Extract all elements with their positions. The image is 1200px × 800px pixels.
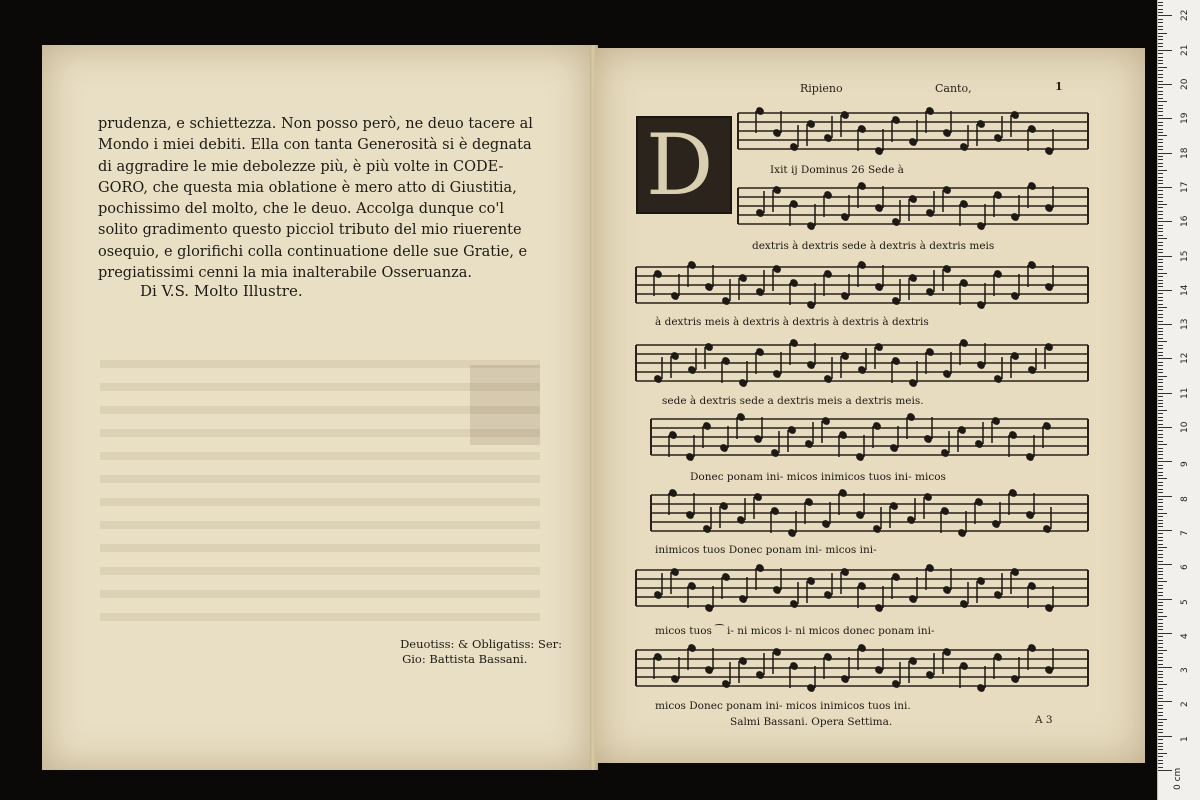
lyric-line: à dextris meis à dextris à dextris à dextris à dextris	[655, 316, 929, 328]
ruler-label: 19	[1180, 112, 1190, 125]
ruler-tick	[1158, 660, 1163, 661]
ruler-tick	[1158, 22, 1163, 23]
voice-label: Canto,	[935, 82, 972, 95]
ruler-tick	[1158, 698, 1163, 699]
ruler-label: 17	[1180, 181, 1190, 193]
ruler-tick	[1158, 581, 1167, 582]
letter-line: Mondo i miei debiti. Ella con tanta Generosità si è degnata	[98, 137, 532, 154]
ruler-tick	[1158, 111, 1163, 112]
ruler-tick	[1158, 434, 1163, 435]
ruler-tick	[1158, 458, 1163, 459]
ruler-tick	[1158, 115, 1163, 116]
ruler-label: 5	[1180, 598, 1190, 605]
staff	[636, 562, 1088, 613]
ruler-tick	[1158, 461, 1172, 462]
ruler-tick	[1158, 379, 1163, 380]
ruler-tick	[1158, 159, 1163, 160]
ruler-tick	[1158, 252, 1163, 253]
ruler-label: 22	[1180, 9, 1190, 22]
ruler-tick	[1158, 266, 1163, 267]
ruler-tick	[1158, 328, 1163, 329]
ruler-tick	[1158, 732, 1163, 733]
ruler-tick	[1158, 719, 1167, 720]
ruler-tick	[1158, 225, 1163, 226]
ruler-tick	[1158, 358, 1172, 359]
ruler-tick	[1158, 400, 1163, 401]
ruler-tick	[1158, 365, 1163, 366]
ruler-tick	[1158, 396, 1163, 397]
ruler-label: 9	[1180, 461, 1190, 468]
ruler-tick	[1158, 142, 1163, 143]
ruler-tick	[1158, 478, 1167, 479]
ruler-tick	[1158, 513, 1167, 514]
staff	[738, 105, 1088, 156]
ruler-tick	[1158, 238, 1167, 239]
ruler-label: 2	[1180, 701, 1190, 708]
ruler-tick	[1158, 406, 1163, 407]
ruler-tick	[1158, 667, 1172, 668]
ruler-tick	[1158, 760, 1163, 761]
ruler-tick	[1158, 605, 1163, 606]
ruler-tick	[1158, 756, 1163, 757]
ruler-tick	[1158, 550, 1163, 551]
ruler-tick	[1158, 153, 1172, 154]
ruler-tick	[1158, 310, 1163, 311]
ruler-tick	[1158, 33, 1167, 34]
ruler-tick	[1158, 753, 1167, 754]
ruler-tick	[1158, 57, 1163, 58]
ruler-tick	[1158, 276, 1163, 277]
ruler-tick	[1158, 592, 1163, 593]
ruler-tick	[1158, 722, 1163, 723]
ruler-tick	[1158, 629, 1163, 630]
ruler-tick	[1158, 19, 1163, 20]
ruler-tick	[1158, 324, 1172, 325]
ruler-tick	[1158, 708, 1163, 709]
ruler-tick	[1158, 557, 1163, 558]
ruler-tick	[1158, 376, 1167, 377]
ruler-tick	[1158, 636, 1163, 637]
ruler-tick	[1158, 451, 1163, 452]
ruler-tick	[1158, 767, 1163, 768]
ruler-tick	[1158, 43, 1163, 44]
staff	[651, 411, 1088, 462]
ruler-tick	[1158, 475, 1163, 476]
ruler-tick	[1158, 492, 1163, 493]
staff	[636, 642, 1088, 693]
ruler-tick	[1158, 273, 1167, 274]
ruler-tick	[1158, 588, 1163, 589]
lyric-line: sede à dextris sede a dextris meis a dextris meis.	[662, 395, 924, 407]
ruler-tick	[1158, 304, 1163, 305]
letter-line: pregiatissimi cenni la mia inalterabile Osseruanza.	[98, 265, 472, 282]
ruler-tick	[1158, 410, 1167, 411]
ruler-tick	[1158, 643, 1163, 644]
ruler-tick	[1158, 207, 1163, 208]
ruler-tick	[1158, 695, 1163, 696]
ruler-tick	[1158, 67, 1167, 68]
ruler-tick	[1158, 612, 1163, 613]
ruler-tick	[1158, 640, 1163, 641]
ruler-tick	[1158, 70, 1163, 71]
ruler-tick	[1158, 166, 1163, 167]
ruler-tick	[1158, 118, 1172, 119]
ruler-tick	[1158, 122, 1163, 123]
ruler-tick	[1158, 448, 1163, 449]
ruler-tick	[1158, 194, 1163, 195]
ruler-tick	[1158, 653, 1163, 654]
ruler-tick	[1158, 523, 1163, 524]
ruler-tick	[1158, 259, 1163, 260]
ruler-tick	[1158, 441, 1163, 442]
ruler-label: 14	[1180, 284, 1190, 296]
ruler-tick	[1158, 293, 1163, 294]
ruler-tick	[1158, 547, 1167, 548]
ruler-tick	[1158, 537, 1163, 538]
ruler-tick	[1158, 149, 1163, 150]
ruler-tick	[1158, 520, 1163, 521]
ruler-tick	[1158, 228, 1163, 229]
ruler-tick	[1158, 317, 1163, 318]
ruler-tick	[1158, 568, 1163, 569]
ruler-tick	[1158, 609, 1163, 610]
ruler-tick	[1158, 77, 1163, 78]
ruler-tick	[1158, 53, 1163, 54]
ruler-tick	[1158, 674, 1163, 675]
ruler-tick	[1158, 146, 1163, 147]
ruler-label: 16	[1180, 215, 1190, 228]
ruler-tick	[1158, 430, 1163, 431]
ruler-tick	[1158, 170, 1167, 171]
ruler-tick	[1158, 362, 1163, 363]
ruler-tick	[1158, 763, 1163, 764]
ruler-tick	[1158, 530, 1172, 531]
ruler-tick	[1158, 63, 1163, 64]
ruler-tick	[1158, 129, 1163, 130]
staff	[651, 487, 1088, 538]
ruler-tick	[1158, 331, 1163, 332]
ruler-tick	[1158, 163, 1163, 164]
ruler-tick	[1158, 561, 1163, 562]
ruler-tick	[1158, 739, 1163, 740]
ruler-tick	[1158, 413, 1163, 414]
ruler-tick	[1158, 211, 1163, 212]
ruler-tick	[1158, 46, 1163, 47]
ruler-tick	[1158, 403, 1163, 404]
signature-line: Deuotiss: & Obligatiss: Ser:	[400, 637, 562, 651]
ruler-tick	[1158, 671, 1163, 672]
ruler-tick	[1158, 691, 1163, 692]
ruler-label: 7	[1180, 530, 1190, 536]
page-number: 1	[1055, 80, 1063, 93]
ruler-tick	[1158, 269, 1163, 270]
letter-line: di aggradire le mie debolezze più, è più volte in CODE-	[98, 158, 504, 175]
ruler-tick	[1158, 12, 1163, 13]
ruler-tick	[1158, 214, 1163, 215]
lyric-line: inimicos tuos Donec ponam ini- micos ini-	[655, 544, 877, 556]
ruler-tick	[1158, 108, 1163, 109]
measurement-ruler	[1157, 0, 1200, 800]
letter-line: solito gradimento questo picciol tributo del mio riuerente	[98, 222, 522, 239]
ruler-tick	[1158, 15, 1172, 16]
ruler-tick	[1158, 770, 1172, 771]
ruler-tick	[1158, 235, 1163, 236]
ruler-tick	[1158, 437, 1163, 438]
ruler-tick	[1158, 657, 1163, 658]
ruler-tick	[1158, 29, 1163, 30]
ruler-tick	[1158, 427, 1172, 428]
staff	[636, 259, 1088, 310]
letter-closing: Di V.S. Molto Illustre.	[140, 282, 303, 300]
ruler-tick	[1158, 101, 1167, 102]
staff	[636, 337, 1088, 388]
ruler-tick	[1158, 664, 1163, 665]
ruler-tick	[1158, 286, 1163, 287]
ruler-tick	[1158, 712, 1163, 713]
ruler-tick	[1158, 725, 1163, 726]
ruler-tick	[1158, 280, 1163, 281]
ruler-tick	[1158, 746, 1163, 747]
ruler-tick	[1158, 595, 1163, 596]
ruler-tick	[1158, 533, 1163, 534]
ruler-tick	[1158, 424, 1163, 425]
ruler-tick	[1158, 599, 1172, 600]
ruler-tick	[1158, 9, 1163, 10]
ruler-tick	[1158, 245, 1163, 246]
ruler-tick	[1158, 183, 1163, 184]
ruler-label: 13	[1180, 318, 1190, 331]
ruler-tick	[1158, 701, 1172, 702]
ruler-tick	[1158, 489, 1163, 490]
ruler-tick	[1158, 132, 1163, 133]
ruler-tick	[1158, 2, 1163, 3]
ruler-tick	[1158, 540, 1163, 541]
ruler-tick	[1158, 681, 1163, 682]
ruler-tick	[1158, 190, 1163, 191]
ruler-tick	[1158, 729, 1163, 730]
ruler-tick	[1158, 482, 1163, 483]
ruler-label: 20	[1180, 78, 1190, 90]
ruler-tick	[1158, 749, 1163, 750]
ruler-tick	[1158, 338, 1163, 339]
signature-line: Gio: Battista Bassani.	[402, 652, 528, 666]
ruler-label: 11	[1180, 387, 1190, 399]
ruler-tick	[1158, 173, 1163, 174]
ruler-tick	[1158, 602, 1163, 603]
ruler-tick	[1158, 382, 1163, 383]
ruler-tick	[1158, 26, 1163, 27]
ruler-tick	[1158, 564, 1172, 565]
part-label: Ripieno	[800, 82, 843, 95]
ruler-tick	[1158, 300, 1163, 301]
ruler-tick	[1158, 105, 1163, 106]
ruler-tick	[1158, 345, 1163, 346]
ruler-tick	[1158, 647, 1163, 648]
ruler-tick	[1158, 297, 1163, 298]
ruler-tick	[1158, 502, 1163, 503]
ruler-tick	[1158, 736, 1172, 737]
ruler-tick	[1158, 139, 1163, 140]
ruler-tick	[1158, 578, 1163, 579]
ruler-tick	[1158, 125, 1163, 126]
ruler-tick	[1158, 499, 1163, 500]
ruler-tick	[1158, 201, 1163, 202]
ruler-tick	[1158, 372, 1163, 373]
lyric-line: dextris à dextris sede à dextris à dextris meis	[752, 240, 995, 252]
staff	[738, 180, 1088, 231]
ruler-tick	[1158, 321, 1163, 322]
ruler-tick	[1158, 98, 1163, 99]
ruler-tick	[1158, 386, 1163, 387]
ruler-label: 4	[1180, 633, 1190, 639]
ruler-tick	[1158, 705, 1163, 706]
ruler-label: 10	[1180, 421, 1190, 433]
ruler-unit-label: 0 cm	[1173, 767, 1183, 790]
ruler-tick	[1158, 314, 1163, 315]
page-footer: Salmi Bassani. Opera Settima.	[730, 716, 893, 728]
ruler-tick	[1158, 623, 1163, 624]
lyric-line: micos Donec ponam ini- micos inimicos tuos ini.	[655, 700, 911, 712]
ruler-tick	[1158, 417, 1163, 418]
ruler-tick	[1158, 571, 1163, 572]
letter-line: osequio, e glorifichi colla continuatione delle sue Gratie, e	[98, 243, 528, 260]
ruler-label: 1	[1180, 735, 1190, 742]
ruler-tick	[1158, 509, 1163, 510]
ruler-tick	[1158, 177, 1163, 178]
lyric-line: Ixit ij Dominus 26 Sede à	[770, 164, 904, 176]
ruler-tick	[1158, 393, 1172, 394]
ruler-label: 21	[1180, 44, 1190, 56]
ruler-tick	[1158, 496, 1172, 497]
ruler-tick	[1158, 180, 1163, 181]
ruler-tick	[1158, 334, 1163, 335]
ruler-tick	[1158, 544, 1163, 545]
ruler-label: 12	[1180, 352, 1190, 365]
ruler-tick	[1158, 369, 1163, 370]
ruler-tick	[1158, 187, 1172, 188]
ruler-tick	[1158, 218, 1163, 219]
ruler-tick	[1158, 554, 1163, 555]
ruler-tick	[1158, 135, 1167, 136]
letter-line: prudenza, e schiettezza. Non posso però, ne deuo tacere al	[98, 116, 533, 132]
ruler-tick	[1158, 249, 1163, 250]
ruler-tick	[1158, 352, 1163, 353]
ruler-label: 18	[1180, 147, 1190, 159]
ruler-tick	[1158, 197, 1163, 198]
ruler-label: 15	[1180, 250, 1190, 262]
ruler-tick	[1158, 204, 1167, 205]
ruler-tick	[1158, 585, 1163, 586]
ruler-tick	[1158, 684, 1167, 685]
ruler-tick	[1158, 84, 1172, 85]
ruler-tick	[1158, 468, 1163, 469]
ruler-tick	[1158, 454, 1163, 455]
ruler-tick	[1158, 526, 1163, 527]
ruler-tick	[1158, 650, 1167, 651]
lyric-line: micos tuos ⁀ i- ni micos i- ni micos donec ponam ini-	[655, 625, 935, 637]
signature-mark: A 3	[1035, 714, 1053, 726]
ruler-tick	[1158, 87, 1163, 88]
ruler-tick	[1158, 94, 1163, 95]
ruler-tick	[1158, 242, 1163, 243]
ruler-tick	[1158, 221, 1172, 222]
ruler-tick	[1158, 348, 1163, 349]
ruler-tick	[1158, 50, 1172, 51]
ruler-tick	[1158, 307, 1167, 308]
ruler-tick	[1158, 574, 1163, 575]
ruler-tick	[1158, 231, 1163, 232]
ruler-tick	[1158, 516, 1163, 517]
ruler-tick	[1158, 506, 1163, 507]
lyric-line: Donec ponam ini- micos inimicos tuos ini- micos	[690, 471, 946, 483]
ruler-tick	[1158, 256, 1172, 257]
ruler-tick	[1158, 677, 1163, 678]
ruler-tick	[1158, 60, 1163, 61]
ruler-tick	[1158, 290, 1172, 291]
ruler-tick	[1158, 633, 1172, 634]
ruler-label: 8	[1180, 495, 1190, 502]
ruler-tick	[1158, 91, 1163, 92]
ruler-tick	[1158, 74, 1163, 75]
initial-letter: D	[646, 116, 714, 214]
ruler-tick	[1158, 619, 1163, 620]
ruler-tick	[1158, 389, 1163, 390]
ruler-tick	[1158, 626, 1163, 627]
letter-line: GORO, che questa mia oblatione è mero atto di Giustitia,	[98, 179, 517, 196]
ruler-tick	[1158, 156, 1163, 157]
ruler-tick	[1158, 472, 1163, 473]
ruler-tick	[1158, 283, 1163, 284]
ruler-label: 6	[1180, 564, 1190, 571]
ruler-tick	[1158, 616, 1167, 617]
ruler-tick	[1158, 355, 1163, 356]
ruler-tick	[1158, 743, 1163, 744]
ruler-tick	[1158, 715, 1163, 716]
ruler-tick	[1158, 444, 1167, 445]
ruler-tick	[1158, 262, 1163, 263]
letter-line: pochissimo del molto, che le deuo. Accolga dunque co'l	[98, 201, 504, 218]
ruler-tick	[1158, 465, 1163, 466]
ruler-tick	[1158, 81, 1163, 82]
ruler-tick	[1158, 420, 1163, 421]
ruler-tick	[1158, 688, 1163, 689]
ruler-tick	[1158, 36, 1163, 37]
ruler-tick	[1158, 485, 1163, 486]
ruler-tick	[1158, 341, 1167, 342]
ruler-tick	[1158, 39, 1163, 40]
ruler-tick	[1158, 5, 1163, 6]
ruler-label: 3	[1180, 667, 1190, 674]
